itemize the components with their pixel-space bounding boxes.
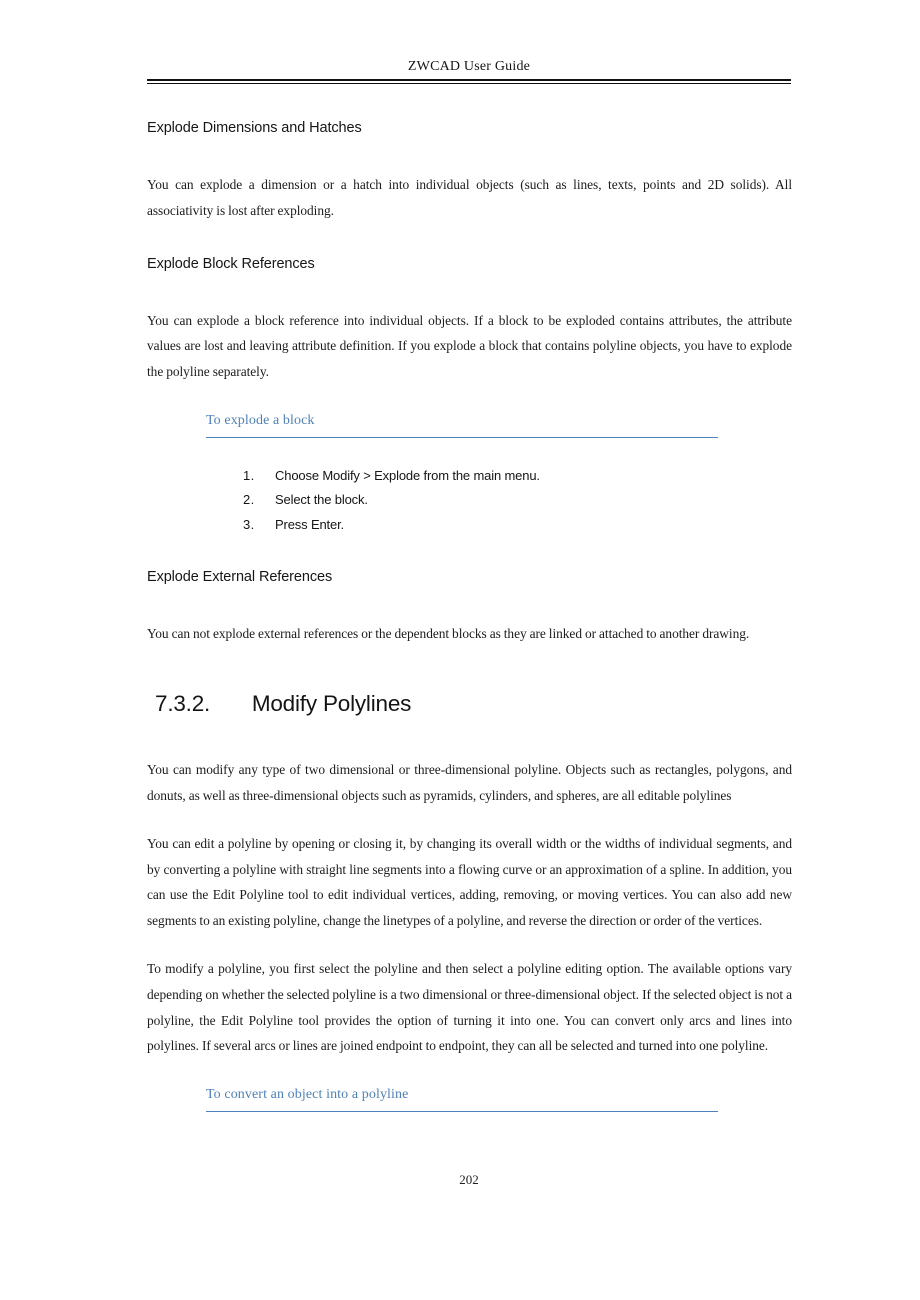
paragraph-explode-dimensions: You can explode a dimension or a hatch into individual objects (such as lines, texts, points and 2D solids). All associativity is lost after exploding. bbox=[147, 177, 792, 218]
spacer bbox=[147, 138, 792, 172]
spacer bbox=[147, 934, 792, 956]
paragraph-modify-polylines-2: You can edit a polyline by opening or closing it, by changing its overall width or the widths of individual segments, and by converting a polyline with straight line segments into a flowing curve or an approximation of a spline. In addition, you can use the Edit Polyline tool to edit individual vertices, adding, removing, or moving vertices. You can also add new segments to an existing polyline, change the linetypes of a polyline, and reverse the direction or order of the vertices. bbox=[147, 835, 792, 929]
spacer bbox=[147, 385, 792, 411]
heading-number: 7.3.2. bbox=[155, 691, 211, 717]
spacer bbox=[147, 587, 792, 621]
step-number: 1. bbox=[243, 467, 255, 483]
step-number: 3. bbox=[243, 516, 255, 532]
step-text: Press Enter. bbox=[275, 516, 345, 532]
page-header bbox=[147, 58, 791, 84]
procedure-divider bbox=[206, 1111, 718, 1112]
spacer bbox=[147, 809, 792, 831]
procedure-to-convert-an-object-into-a-polyline bbox=[206, 1085, 718, 1112]
heading-modify-polylines bbox=[147, 689, 792, 719]
spacer bbox=[147, 274, 792, 308]
page-number: 202 bbox=[459, 1172, 479, 1187]
step-text: Choose Modify > Explode from the main menu. bbox=[275, 467, 540, 483]
paragraph-explode-block-references: You can explode a block reference into individual objects. If a block to be exploded contains attributes, the attribute values are lost and leaving attribute definition. If you explode a block that contains polyline objects, you have to explode the polyline separately. bbox=[147, 312, 792, 380]
spacer bbox=[147, 224, 792, 254]
list-item bbox=[147, 488, 792, 513]
paragraph-explode-external-references: You can not explode external references or the dependent blocks as they are linked or attached to another drawing. bbox=[147, 626, 750, 642]
spacer bbox=[147, 719, 792, 757]
paragraph-modify-polylines-3: To modify a polyline, you first select the polyline and then select a polyline editing option. The available options vary depending on whether the selected polyline is a two dimensional or three-dimensional object. If the selected object is not a polyline, the Edit Polyline tool provides the option of turning it into one. You can convert only arcs and lines into polylines. If several arcs or lines are joined endpoint to endpoint, they can all be selected and turned into one polyline. bbox=[147, 961, 792, 1054]
document-content bbox=[147, 118, 792, 1112]
paragraph-modify-polylines-1: You can modify any type of two dimensional or three-dimensional polyline. Objects such as rectangles, polygons, and donuts, as well as three-dimensional objects such as pyramids, cylinders, and spheres, are all editable polylines bbox=[147, 762, 792, 804]
page-footer bbox=[147, 1172, 791, 1188]
step-number: 2. bbox=[243, 492, 255, 508]
heading-text: Modify Polylines bbox=[251, 691, 412, 717]
header-title: ZWCAD User Guide bbox=[407, 59, 531, 74]
spacer bbox=[147, 537, 792, 567]
list-item bbox=[147, 464, 792, 489]
spacer bbox=[147, 1059, 792, 1085]
step-text: Select the block. bbox=[275, 492, 368, 508]
procedure-title: To convert an object into a polyline bbox=[206, 1087, 409, 1103]
spacer bbox=[147, 647, 792, 689]
procedure-to-explode-a-block bbox=[206, 411, 718, 438]
procedure-title: To explode a block bbox=[206, 412, 315, 428]
scan-noise-artifact bbox=[0, 0, 48, 1300]
heading-gap bbox=[210, 691, 252, 716]
header-divider bbox=[147, 79, 791, 84]
heading-explode-block-references: Explode Block References bbox=[147, 255, 315, 272]
list-item bbox=[147, 513, 792, 538]
heading-explode-dimensions-and-hatches: Explode Dimensions and Hatches bbox=[147, 120, 362, 136]
spacer bbox=[147, 438, 792, 464]
step-list-explode-a-block bbox=[147, 464, 792, 538]
heading-explode-external-references: Explode External References bbox=[147, 569, 333, 586]
